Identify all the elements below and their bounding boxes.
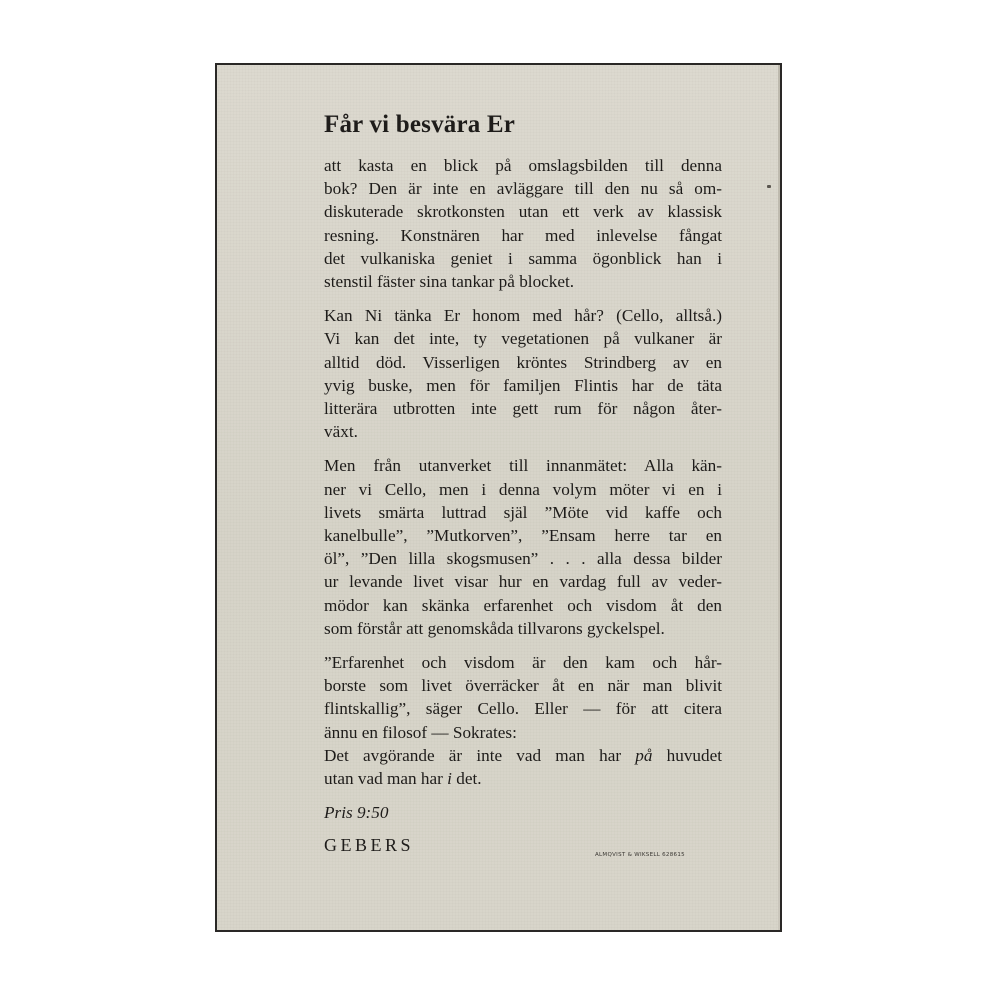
text-line: litterära utbrotten inte gett rum för någon åter-	[324, 399, 722, 419]
text-line: öl”, ”Den lilla skogsmusen” . . . alla dessa bilder	[324, 549, 722, 569]
text-line: livets smärta luttrad själ ”Möte vid kaffe och	[324, 502, 722, 522]
text-line: det vulkaniska geniet i samma ögonblick han i	[324, 248, 722, 268]
quote-line	[324, 767, 722, 790]
quote-emphasis: i	[447, 769, 452, 789]
paragraph-3	[324, 454, 722, 640]
text-line: Vi kan det inte, ty vegetationen på vulkaner är	[324, 329, 722, 349]
paragraph-1	[324, 154, 722, 293]
quote-text: Det avgörande är inte vad man har	[324, 745, 636, 765]
text-line: mödor kan skänka erfarenhet och visdom åt den	[324, 595, 722, 615]
text-line: bok? Den är inte en avläggare till den nu så om-	[324, 179, 722, 199]
price: Pris 9:50	[324, 803, 389, 823]
text-line: Kan Ni tänka Er honom med hår? (Cello, alltså.)	[324, 306, 722, 326]
text-line: yvig buske, men för familjen Flintis har de täta	[324, 375, 722, 395]
text-line: ännu en filosof — Sokrates:	[324, 722, 517, 742]
text-line: Men från utanverket till innanmätet: Alla kän-	[324, 456, 722, 476]
text-line: diskuterade skrotkonsten utan ett verk av klassisk	[324, 202, 722, 222]
publisher-name: GEBERS	[324, 835, 415, 856]
quote-text: det.	[451, 769, 482, 789]
paragraph-2	[324, 304, 722, 443]
printer-imprint: ALMQVIST & WIKSELL 628615	[595, 852, 685, 858]
text-line: resning. Konstnären har med inlevelse fångat	[324, 225, 722, 245]
quote-text: huvudet	[652, 745, 723, 765]
text-line: växt.	[324, 422, 358, 442]
text-line: flintskallig”, säger Cello. Eller — för att citera	[324, 699, 722, 719]
text-line: att kasta en blick på omslagsbilden till denna	[324, 156, 722, 175]
text-line: ”Erfarenhet och visdom är den kam och hår-	[324, 653, 722, 673]
quote-text: utan vad man har	[324, 769, 448, 789]
paper-blemish	[767, 185, 771, 188]
text-line: kanelbulle”, ”Mutkorven”, ”Ensam herre tar en	[324, 526, 722, 546]
quote-line	[324, 744, 722, 767]
paragraph-4	[324, 651, 722, 790]
text-line: ur levande livet visar hur en vardag full av veder-	[324, 572, 722, 592]
text-line: borste som livet överräcker åt en när man blivit	[324, 676, 722, 696]
text-line: ner vi Cello, men i denna volym möter vi en i	[324, 479, 722, 499]
cover-text	[324, 110, 722, 857]
book-back-cover	[215, 63, 782, 932]
quote-emphasis: på	[635, 745, 653, 765]
heading: Får vi besvära Er	[324, 111, 516, 138]
text-line: alltid död. Visserligen kröntes Strindberg av en	[324, 352, 722, 372]
text-line: som förstår att genomskåda tillvarons gyckelspel.	[324, 618, 665, 638]
text-line: stenstil fäster sina tankar på blocket.	[324, 272, 575, 292]
